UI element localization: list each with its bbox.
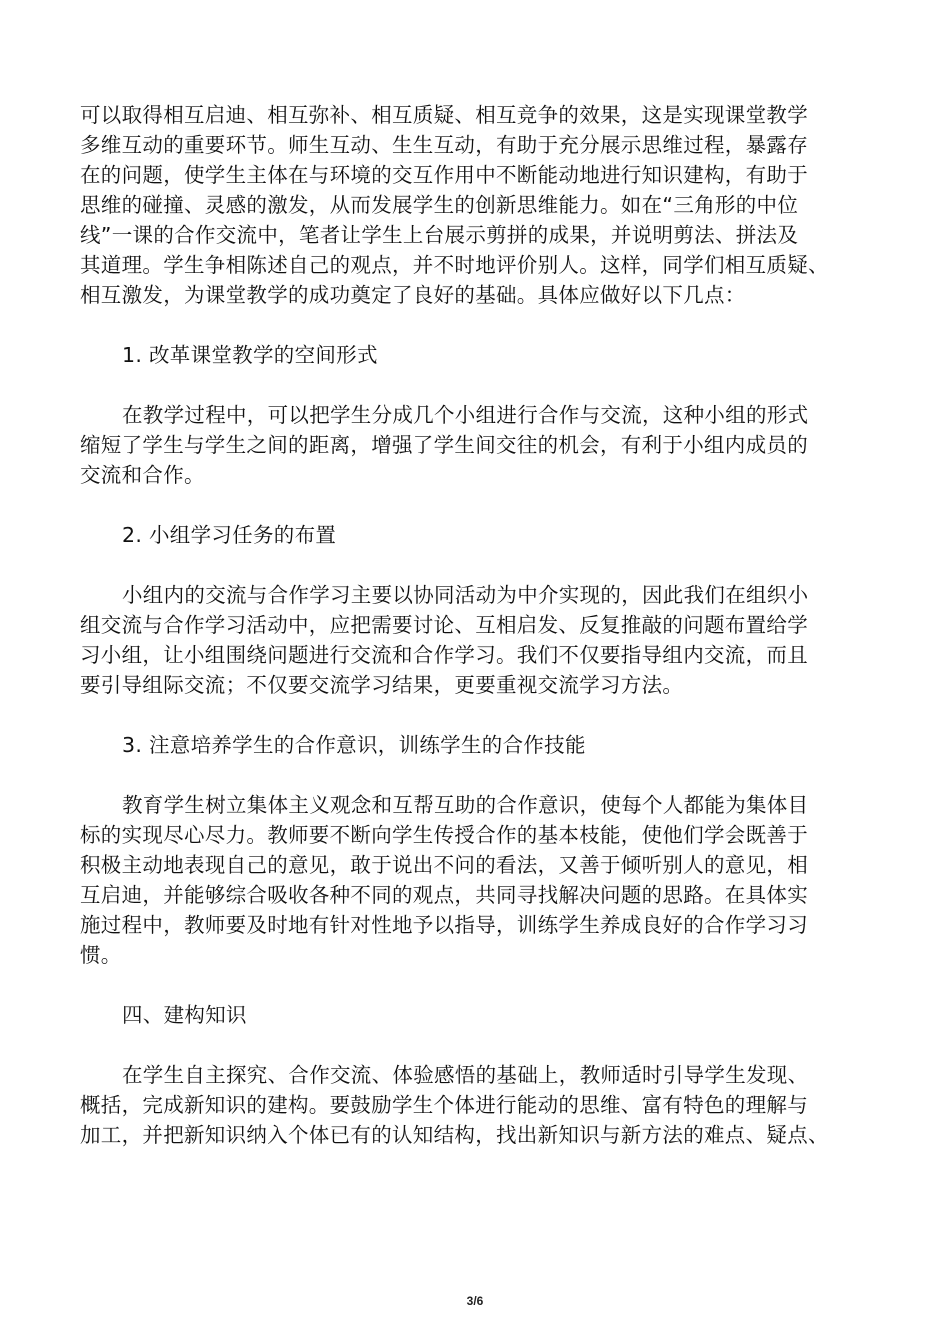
paragraph-line: 多维互动的重要环节。师生互动、生生互动，有助于充分展示思维过程，暴露存 [80, 133, 808, 157]
paragraph-spacer [80, 550, 875, 580]
paragraph-spacer [80, 700, 875, 730]
paragraph-line: 加工，并把新知识纳入个体已有的认知结构，找出新知识与新方法的难点、疑点、 [80, 1123, 829, 1147]
paragraph-line: 积极主动地表现自己的意见，敢于说出不问的看法，又善于倾听别人的意见，相 [80, 853, 808, 877]
paragraph-line: 标的实现尽心尽力。教师要不断向学生传授合作的基本枝能，使他们学会既善于 [80, 823, 808, 847]
paragraph-line: 组交流与合作学习活动中，应把需要讨论、互相启发、反复推敲的问题布置给学 [80, 613, 808, 637]
section-heading: 3. 注意培养学生的合作意识，训练学生的合作技能 [122, 733, 586, 757]
paragraph-line: 在教学过程中，可以把学生分成几个小组进行合作与交流，这种小组的形式 [122, 403, 809, 427]
paragraph-line: 在的问题，使学生主体在与环境的交互作用中不断能动地进行知识建构，有助于 [80, 163, 808, 187]
paragraph-spacer [80, 370, 875, 400]
paragraph-line: 互启迪，并能够综合吸收各种不同的观点，共同寻找解决问题的思路。在具体实 [80, 883, 808, 907]
paragraph-spacer [80, 1030, 875, 1060]
paragraph-line: 可以取得相互启迪、相互弥补、相互质疑、相互竞争的效果，这是实现课堂教学 [80, 103, 808, 127]
paragraph-line: 其道理。学生争相陈述自己的观点，并不时地评价别人。这样，同学们相互质疑、 [80, 253, 829, 277]
paragraph-line: 习小组，让小组围绕问题进行交流和合作学习。我们不仅要指导组内交流，而且 [80, 643, 808, 667]
paragraph-line: 交流和合作。 [80, 463, 205, 487]
paragraph-line: 线”一课的合作交流中，笔者让学生上台展示剪拼的成果，并说明剪法、拼法及 [80, 223, 799, 247]
section-heading: 四、建构知识 [122, 1003, 247, 1027]
paragraph-spacer [80, 490, 875, 520]
paragraph-line: 概括，完成新知识的建构。要鼓励学生个体进行能动的思维、富有特色的理解与 [80, 1093, 808, 1117]
paragraph-line: 惯。 [80, 943, 122, 967]
paragraph-line: 教育学生树立集体主义观念和互帮互助的合作意识，使每个人都能为集体目 [122, 793, 809, 817]
paragraph-line: 缩短了学生与学生之间的距离，增强了学生间交往的机会，有利于小组内成员的 [80, 433, 808, 457]
section-heading: 1. 改革课堂教学的空间形式 [122, 343, 378, 367]
paragraph-line: 在学生自主探究、合作交流、体验感悟的基础上，教师适时引导学生发现、 [122, 1063, 809, 1087]
paragraph-spacer [80, 310, 875, 340]
paragraph-line: 相互激发，为课堂教学的成功奠定了良好的基础。具体应做好以下几点： [80, 283, 746, 307]
paragraph-spacer [80, 970, 875, 1000]
document-body [80, 100, 875, 1150]
section-heading: 2. 小组学习任务的布置 [122, 523, 337, 547]
paragraph-line: 施过程中，教师要及时地有针对性地予以指导，训练学生养成良好的合作学习习 [80, 913, 808, 937]
paragraph-spacer [80, 760, 875, 790]
paragraph-line: 要引导组际交流；不仅要交流学习结果，更要重视交流学习方法。 [80, 673, 684, 697]
paragraph-line: 小组内的交流与合作学习主要以协同活动为中介实现的，因此我们在组织小 [122, 583, 809, 607]
paragraph-line: 思维的碰撞、灵感的激发，从而发展学生的创新思维能力。如在“三角形的中位 [80, 193, 799, 217]
page-number: 3/6 [466, 1294, 484, 1308]
